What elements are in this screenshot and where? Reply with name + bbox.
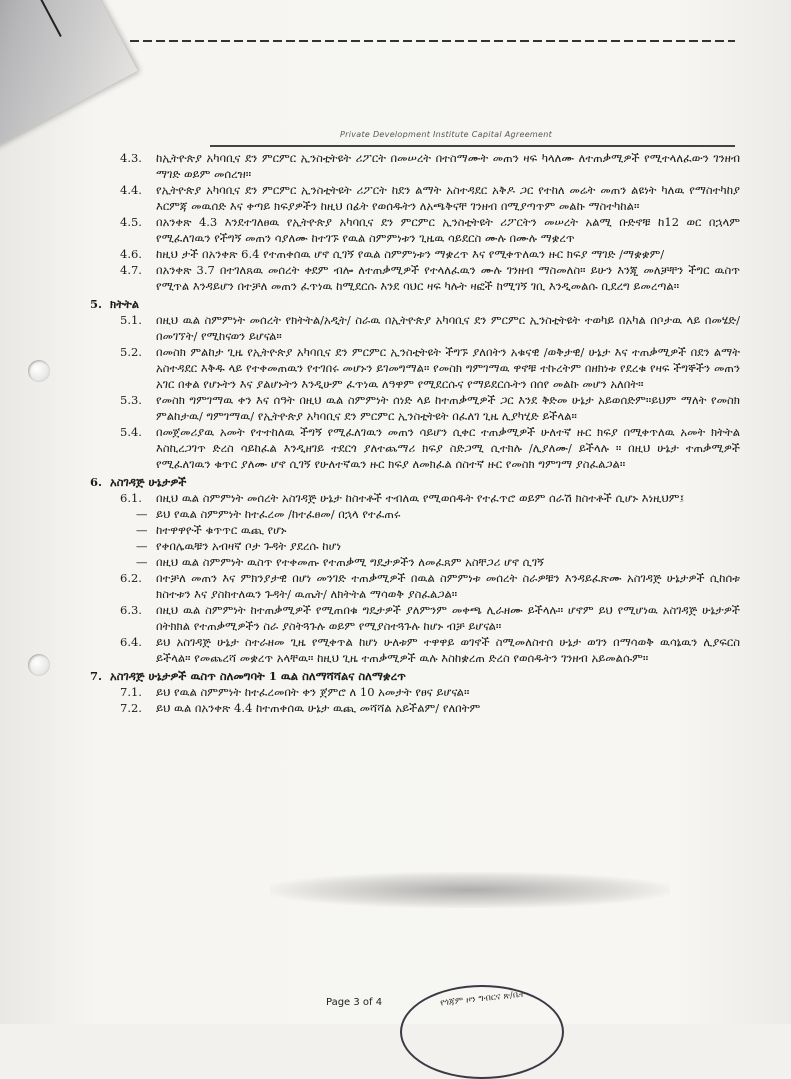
dash-marker: —: [136, 539, 148, 553]
clause: [90, 570, 740, 602]
clause-number: 6.4.: [120, 635, 142, 649]
clause-text: በአንቀጽ 3.7 በተገለጸዉ መሰረት ቀደም ብሎ ለተጠቃሚዎች የተላለፈዉን ሙሉ ገንዘብ ማስመለስ። ይሁን እንጂ መለቻቸን ችግር ዉስጥ የሚጥል እንዳይሆን በተቻለ መጠን ፈጥነዉ ከሚደርሱ እንደ ባህር ዛፍ ካሉት ዛፎች ከሚገኝ ገቢ እንዲመልሱ ቢደረግ ይመረጣል።: [156, 263, 740, 293]
clause-text: አስገዳጅ ሁኔታዎች: [110, 475, 187, 489]
clause-text: አስገዳጅ ሁኔታዎች ዉስጥ ስለመግባት 1 ዉል ስለማሻሻልና ስለማቋረጥ: [110, 669, 406, 683]
clause: [90, 344, 740, 392]
clause-text: በመጀመሪያዉ አመት የተተከለዉ ችግኝ የሚፈለገዉን መጠን ሳይሆን ሲቀር ተጠቃሚዎች ሁለተኛ ዙር ክፍያ በሚቀጥለዉ አመት ክትትል እስኪረጋገጥ ድረስ ሳይከፈል እንዲዘገይ ተደርጎ ያለተጨማሪ ክፍያ ስድጋሚ ሲተክሉ /ሊያለሙ/ ይችላሉ ። በዚህ ሁኔታ ተጠቃሚዎች የሚፈለገዉን ቁጥር ያለሙ ሆኖ ሲገኝ የሁለተኛዉን ዙር ክፍያ ለመክፈል ሰስተኛ ዙር የመስክ ግምገማ ያስፈልጋል።: [156, 425, 740, 471]
clause-text: በመስክ ምልከታ ጊዜ የኢትዮጵያ አካባቢና ደን ምርምር ኢንስቲትዩት ችግኙ ያለበትን አቁናዊ /ወቅታዊ/ ሁኔታ እና ተጠቃሚዎች በደን ልማት አስተዳደር እቅዱ ላይ የተቀመጠዉን የተገበሩ መሆኑን ይገመግማል። የመስክ ግምገማዉ ዋኖቹ ተኩረትም በዘክነቱ የደረቁ የዛፍ ችግኞችን መጠን አገር በቀል የሆኑትን እና ያልሆኑትን እንዲሁም ፈጥነዉ ለዓዋም የሚደርሱና የማይደርሱትን በሰየ መልኩ መሆን አለበት።: [156, 345, 740, 391]
clause-number: 5.3.: [120, 393, 142, 407]
clause: [90, 182, 740, 214]
clause-text: በዚህ ዉል ስምምነት መሰረት የክትትል/አዲት/ ስራዉ በኢትዮጵያ አካባቢና ደን ምርምር ኢንስቲትዩት ተወካይ በአካል በቦታዉ ላይ በመሄድ/ በመገኘት/ የሚከናወን ይሆናል።: [156, 313, 740, 343]
ink-smudge: [270, 872, 670, 908]
clause-number: 7.2.: [120, 701, 142, 715]
clause-number: 4.6.: [120, 247, 142, 261]
clause: [90, 246, 740, 262]
page-number: Page 3 of 4: [326, 997, 383, 1008]
clause-number: 5.1.: [120, 313, 142, 327]
clause-text: የኢትዮጵያ አካባቢና ደን ምርምር ኢንስቲትዩት ሪፖርት ከደን ልማት አስተዳደር አቅዶ ጋር የተከለ መሬት መጠን ልዩነት ካለዉ የማስተካከያ እርምጃ መዉሰድ እና ቀጣይ ክፍያዎችን ከዚህ በፊት የወሰዱትን ለአጫቅናቸ ገንዘብ በሚያጣጥም መልኩ ማስተካከል።: [156, 183, 740, 213]
clause: [90, 424, 740, 472]
clause-text: ከተዋዋዮች ቁጥጥር ዉጪ የሆኑ: [156, 523, 287, 537]
clause-number: 5.4.: [120, 425, 142, 439]
clause-text: ይህ የዉል ስምምነት ከተፈረመበት ቀን ጀምሮ ለ 10 አመታት የፀና ይሆናል።: [156, 685, 470, 699]
clause-number: 7.: [90, 669, 103, 683]
clause-number: 6.2.: [120, 571, 142, 585]
clause-number: 7.1.: [120, 685, 142, 699]
clause-text: በዚህ ዉል ስምምነት መሰረት አስገዳጅ ሁኔታ ከስተቶች ተብለዉ የሚወሰዱት የተፈጥሮ ወይም ሰራሽ ክስተቶች ሲሆኑ እነዚህም፤: [156, 491, 685, 505]
clause: [90, 312, 740, 344]
clause-text: ክትትል: [110, 297, 140, 311]
bullet-item: [90, 522, 740, 538]
clause-number: 5.: [90, 297, 103, 311]
clause-number: 4.5.: [120, 215, 142, 229]
section-heading: [90, 474, 740, 490]
punch-hole-icon: [28, 360, 50, 382]
clause: [90, 214, 740, 246]
clause-text: በዚህ ዉል ስምምነት ከተጠቃሚዎች የሚጠበቁ ግዴታዎች ያለምንም መቀጫ ሊራዘሙ ይችላሉ። ሆኖም ይህ የሚሆነዉ አስገዳጅ ሁኔታዎች በትክክል የተጠቃሚዎችን ስራ ያስትጓጉሉ ወይም የሚያስተጓጉሉ ከሆኑ ብቻ ይሆናል።: [156, 603, 740, 633]
stamp-text: የጎጃም ዞን ግብርና ጽ/ቤት: [439, 989, 526, 1009]
clause: [90, 150, 740, 182]
clause-number: 6.1.: [120, 491, 142, 505]
clause-text: የመስክ ግምገማዉ ቀን እና ሰዓት በዚህ ዉል ስምምነት ሰነድ ላይ ከተጠቃሚዎች ጋር እንደ ቅድመ ሁኔታ አይወሰድም።ይህም ማለት የመስክ ምልከታዉ/ ግምገማዉ/ የኢትዮጵያ አካባቢና ደን ምርምር ኢንስቲትዩት በፈለገ ጊዜ ሊያካሂድ ይችላል።: [156, 393, 740, 423]
clause: [90, 602, 740, 634]
clause-number: 6.: [90, 475, 103, 489]
dash-marker: —: [136, 507, 148, 521]
clause-text: ከዚህ ታች በአንቀጽ 6.4 የተጠቀሰዉ ሆኖ ሲገኝ የዉል ስምምነቱን ማቋረጥ እና የሚቀጥለዉን ዙር ክፍያ ማገድ /ማቋቋም/: [156, 247, 665, 261]
section-heading: [90, 296, 740, 312]
dash-marker: —: [136, 555, 148, 569]
section-heading: [90, 668, 740, 684]
page-fold-corner: [0, 0, 138, 151]
document-body: [90, 150, 740, 716]
clause-text: በዚህ ዉል ስምምነት ዉስጥ የተቀመጡ የተጠቃሚ ግዴታዎችን ለመፈጸም አስቸጋሪ ሆኖ ሲገኝ: [156, 555, 544, 569]
clause-number: 4.7.: [120, 263, 142, 277]
clause-text: በተቻለ መጠን እና ምክንያታዊ በሆነ መንገድ ተጠቃሚዎች በዉል ስምምነቱ መሰረት ስራዎቹን እንዳይፈጽሙ አስገዳጅ ሁኔታዎች ሲከሰቱ ክስተቱን እና ያስከተለዉን ጉዳት/ ዉጤት/ ለክትትል ማሳወቅ ያስፈልጋል።: [156, 571, 740, 601]
bullet-item: [90, 554, 740, 570]
clause-text: ይህ ዉል በአንቀጽ 4.4 ከተጠቀሰዉ ሁኔታ ዉጪ መሻሻል አይችልም/ የለበትም: [156, 701, 481, 715]
bullet-item: [90, 506, 740, 522]
clause: [90, 684, 740, 700]
header-rule: [210, 145, 735, 147]
clause-number: 4.3.: [120, 151, 142, 165]
clause-text: ይህ የዉል ስምምነት ከተፈረመ /ከተፈፀመ/ በኋላ የተፈጠሩ: [156, 507, 401, 521]
punch-hole-icon: [28, 654, 50, 676]
clause-text: ከኢትዮጵያ አካባቢና ደን ምርምር ኢንስቲትዩት ሪፖርት በመሠረት በተስማሙት መጠን ዛፍ ካላለሙ ለተጠቃሚዎች የሚተላለፈውን ገንዘብ ማገድ ወይም መሰረዝ።: [156, 151, 740, 181]
clause: [90, 392, 740, 424]
clause-number: 5.2.: [120, 345, 142, 359]
clause-number: 4.4.: [120, 183, 142, 197]
clause-text: በአንቀጽ 4.3 እንደተገለፀዉ የኢትዮጵያ አካባቢና ደን ምርምር ኢንስቲትዩት ሪፖርትን መሠረት አልሚ ቡድኖቹ ከ12 ወር በኋላም የሚፈለገዉን የችግኝ መጠን ሳያለሙ ከተገኙ የዉል ስምምነቱን ጊዜዉ ሳይደርስ ሙሉ በሙሉ ማቋረጥ: [156, 215, 740, 245]
clause: [90, 700, 740, 716]
faint-header-text: Private Development Institute Capital Agreement: [340, 130, 553, 139]
bullet-item: [90, 538, 740, 554]
clause: [90, 262, 740, 294]
clause-text: የቀበሌዉቹን አብዛኛ ቦታ ጉዳት ያደረሱ ከሆነ: [156, 539, 342, 553]
clause-number: 6.3.: [120, 603, 142, 617]
clause: [90, 490, 740, 506]
clause-text: ይህ አስገዳጅ ሁኔታ ስተራዘመ ጊዜ የሚቀጥል ከሆነ ሁለቱም ተዋዋይ ወገኖች ስሚመለስተሰ ሁኔታ ወገን በማሳወቅ ዉሳኔዉን ሊያፍርስ ይችላል። የመጨረሻ መቋረጥ አላቸዉ። ከዚህ ጊዜ ተጠቃሚዎች ዉሉ እስከቋረጠ ድረስ የወሰዱትን ገንዘብ አይመልሱም።: [156, 635, 740, 665]
top-dashed-line: [130, 40, 735, 42]
clause: [90, 634, 740, 666]
dash-marker: —: [136, 523, 148, 537]
